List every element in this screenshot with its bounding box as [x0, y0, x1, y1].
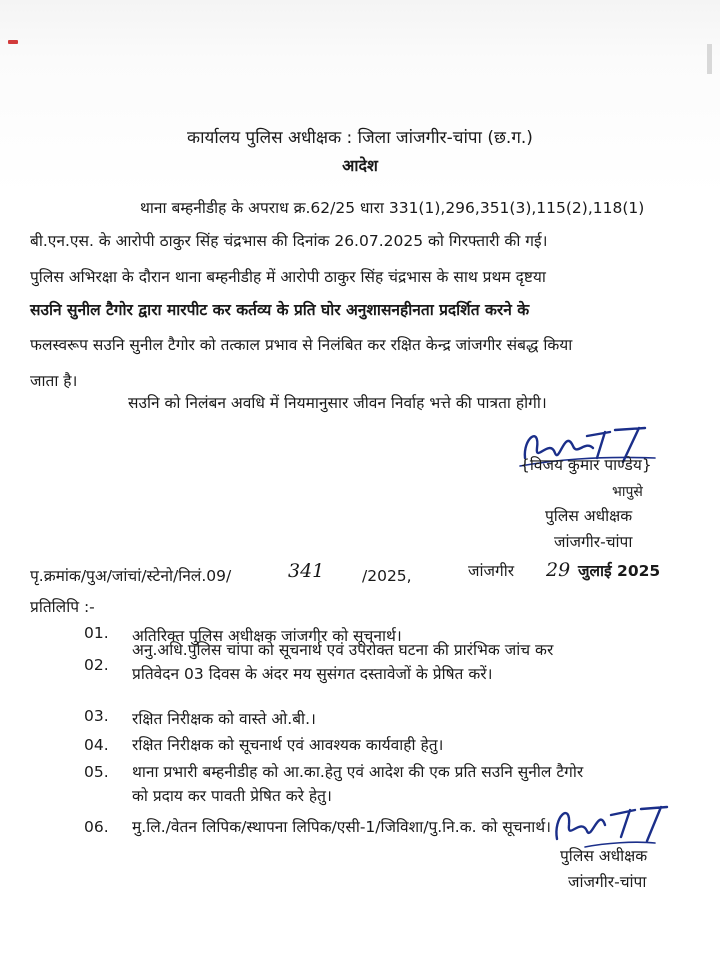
copy-item-text: थाना प्रभारी बम्हनीडीह को आ.का.हेतु एवं आदेश की एक प्रति सउनि सुनील टैगोर	[132, 763, 584, 781]
copy-item-number: 05.	[84, 763, 109, 781]
signatory-designation: पुलिस अधीक्षक	[545, 507, 633, 525]
signatory-service: भापुसे	[612, 484, 643, 500]
signatory-name: {विजय कुमार पाण्डेय}	[520, 456, 652, 474]
copy-item-text: रक्षित निरीक्षक को वास्ते ओ.बी.।	[132, 710, 316, 728]
copy-item-number: 03.	[84, 707, 109, 725]
signatory2-designation: पुलिस अधीक्षक	[560, 847, 648, 865]
reference-number: पृ.क्रमांक/पुअ/जांचां/स्टेनो/निलं.09/	[30, 567, 232, 585]
copy-item-number: 04.	[84, 736, 109, 754]
order-title: आदेश	[342, 156, 378, 175]
edge-mark	[8, 40, 18, 44]
handwritten-day: 29	[546, 559, 571, 581]
copy-item-number: 01.	[84, 624, 109, 642]
copy-item-text: अनु.अधि.पुलिस चांपा को सूचनार्थ एवं उपरोक्त घटना की प्रारंभिक जांच कर	[132, 641, 554, 659]
body-line: जाता है।	[30, 372, 78, 390]
body-line: थाना बम्हनीडीह के अपराध क्र.62/25 धारा 331(1),296,351(3),115(2),118(1)	[140, 199, 645, 217]
copy-item-text: को प्रदाय कर पावती प्रेषित करे हेतु।	[132, 787, 332, 805]
copy-item-text: मु.लि./वेतन लिपिक/स्थापना लिपिक/एसी-1/जिविशा/पु.नि.क. को सूचनार्थ।	[132, 818, 552, 836]
signatory-location: जांजगीर-चांपा	[554, 533, 633, 551]
scan-edge-shadow	[707, 44, 712, 74]
body-line: फलस्वरूप सउनि सुनील टैगोर को तत्काल प्रभाव से निलंबित कर रक्षित केन्द्र जांजगीर संबद्ध किया	[30, 336, 573, 354]
copy-item-text: अतिरिक्त पुलिस अधीक्षक जांजगीर को सूचनार्थ।	[132, 627, 402, 645]
copy-heading: प्रतिलिपि :-	[30, 598, 95, 616]
office-heading: कार्यालय पुलिस अधीक्षक : जिला जांजगीर-चांपा (छ.ग.)	[187, 128, 533, 148]
allowance-line: सउनि को निलंबन अवधि में नियमानुसार जीवन निर्वाह भत्ते की पात्रता होगी।	[128, 394, 547, 412]
copy-item-number: 02.	[84, 656, 109, 674]
handwritten-ref-no: 341	[288, 560, 325, 582]
reference-year: /2025,	[362, 567, 412, 585]
copy-item-text: रक्षित निरीक्षक को सूचनार्थ एवं आवश्यक कार्यवाही हेतु।	[132, 736, 444, 754]
body-line: पुलिस अभिरक्षा के दौरान थाना बम्हनीडीह में आरोपी ठाकुर सिंह चंद्रभास के साथ प्रथम दृष्टया	[30, 268, 546, 286]
reference-month-year: जुलाई 2025	[578, 562, 661, 580]
body-line: सउनि सुनील टैगोर द्वारा मारपीट कर कर्तव्य के प्रति घोर अनुशासनहीनता प्रदर्शित करने के	[30, 301, 530, 319]
signatory2-location: जांजगीर-चांपा	[568, 873, 647, 891]
copy-item-number: 06.	[84, 818, 109, 836]
body-line: बी.एन.एस. के आरोपी ठाकुर सिंह चंद्रभास की दिनांक 26.07.2025 को गिरफ्तारी की गई।	[30, 232, 548, 250]
reference-place: जांजगीर	[468, 562, 515, 580]
copy-item-text: प्रतिवेदन 03 दिवस के अंदर मय सुसंगत दस्तावेजों के प्रेषित करें।	[132, 665, 493, 683]
